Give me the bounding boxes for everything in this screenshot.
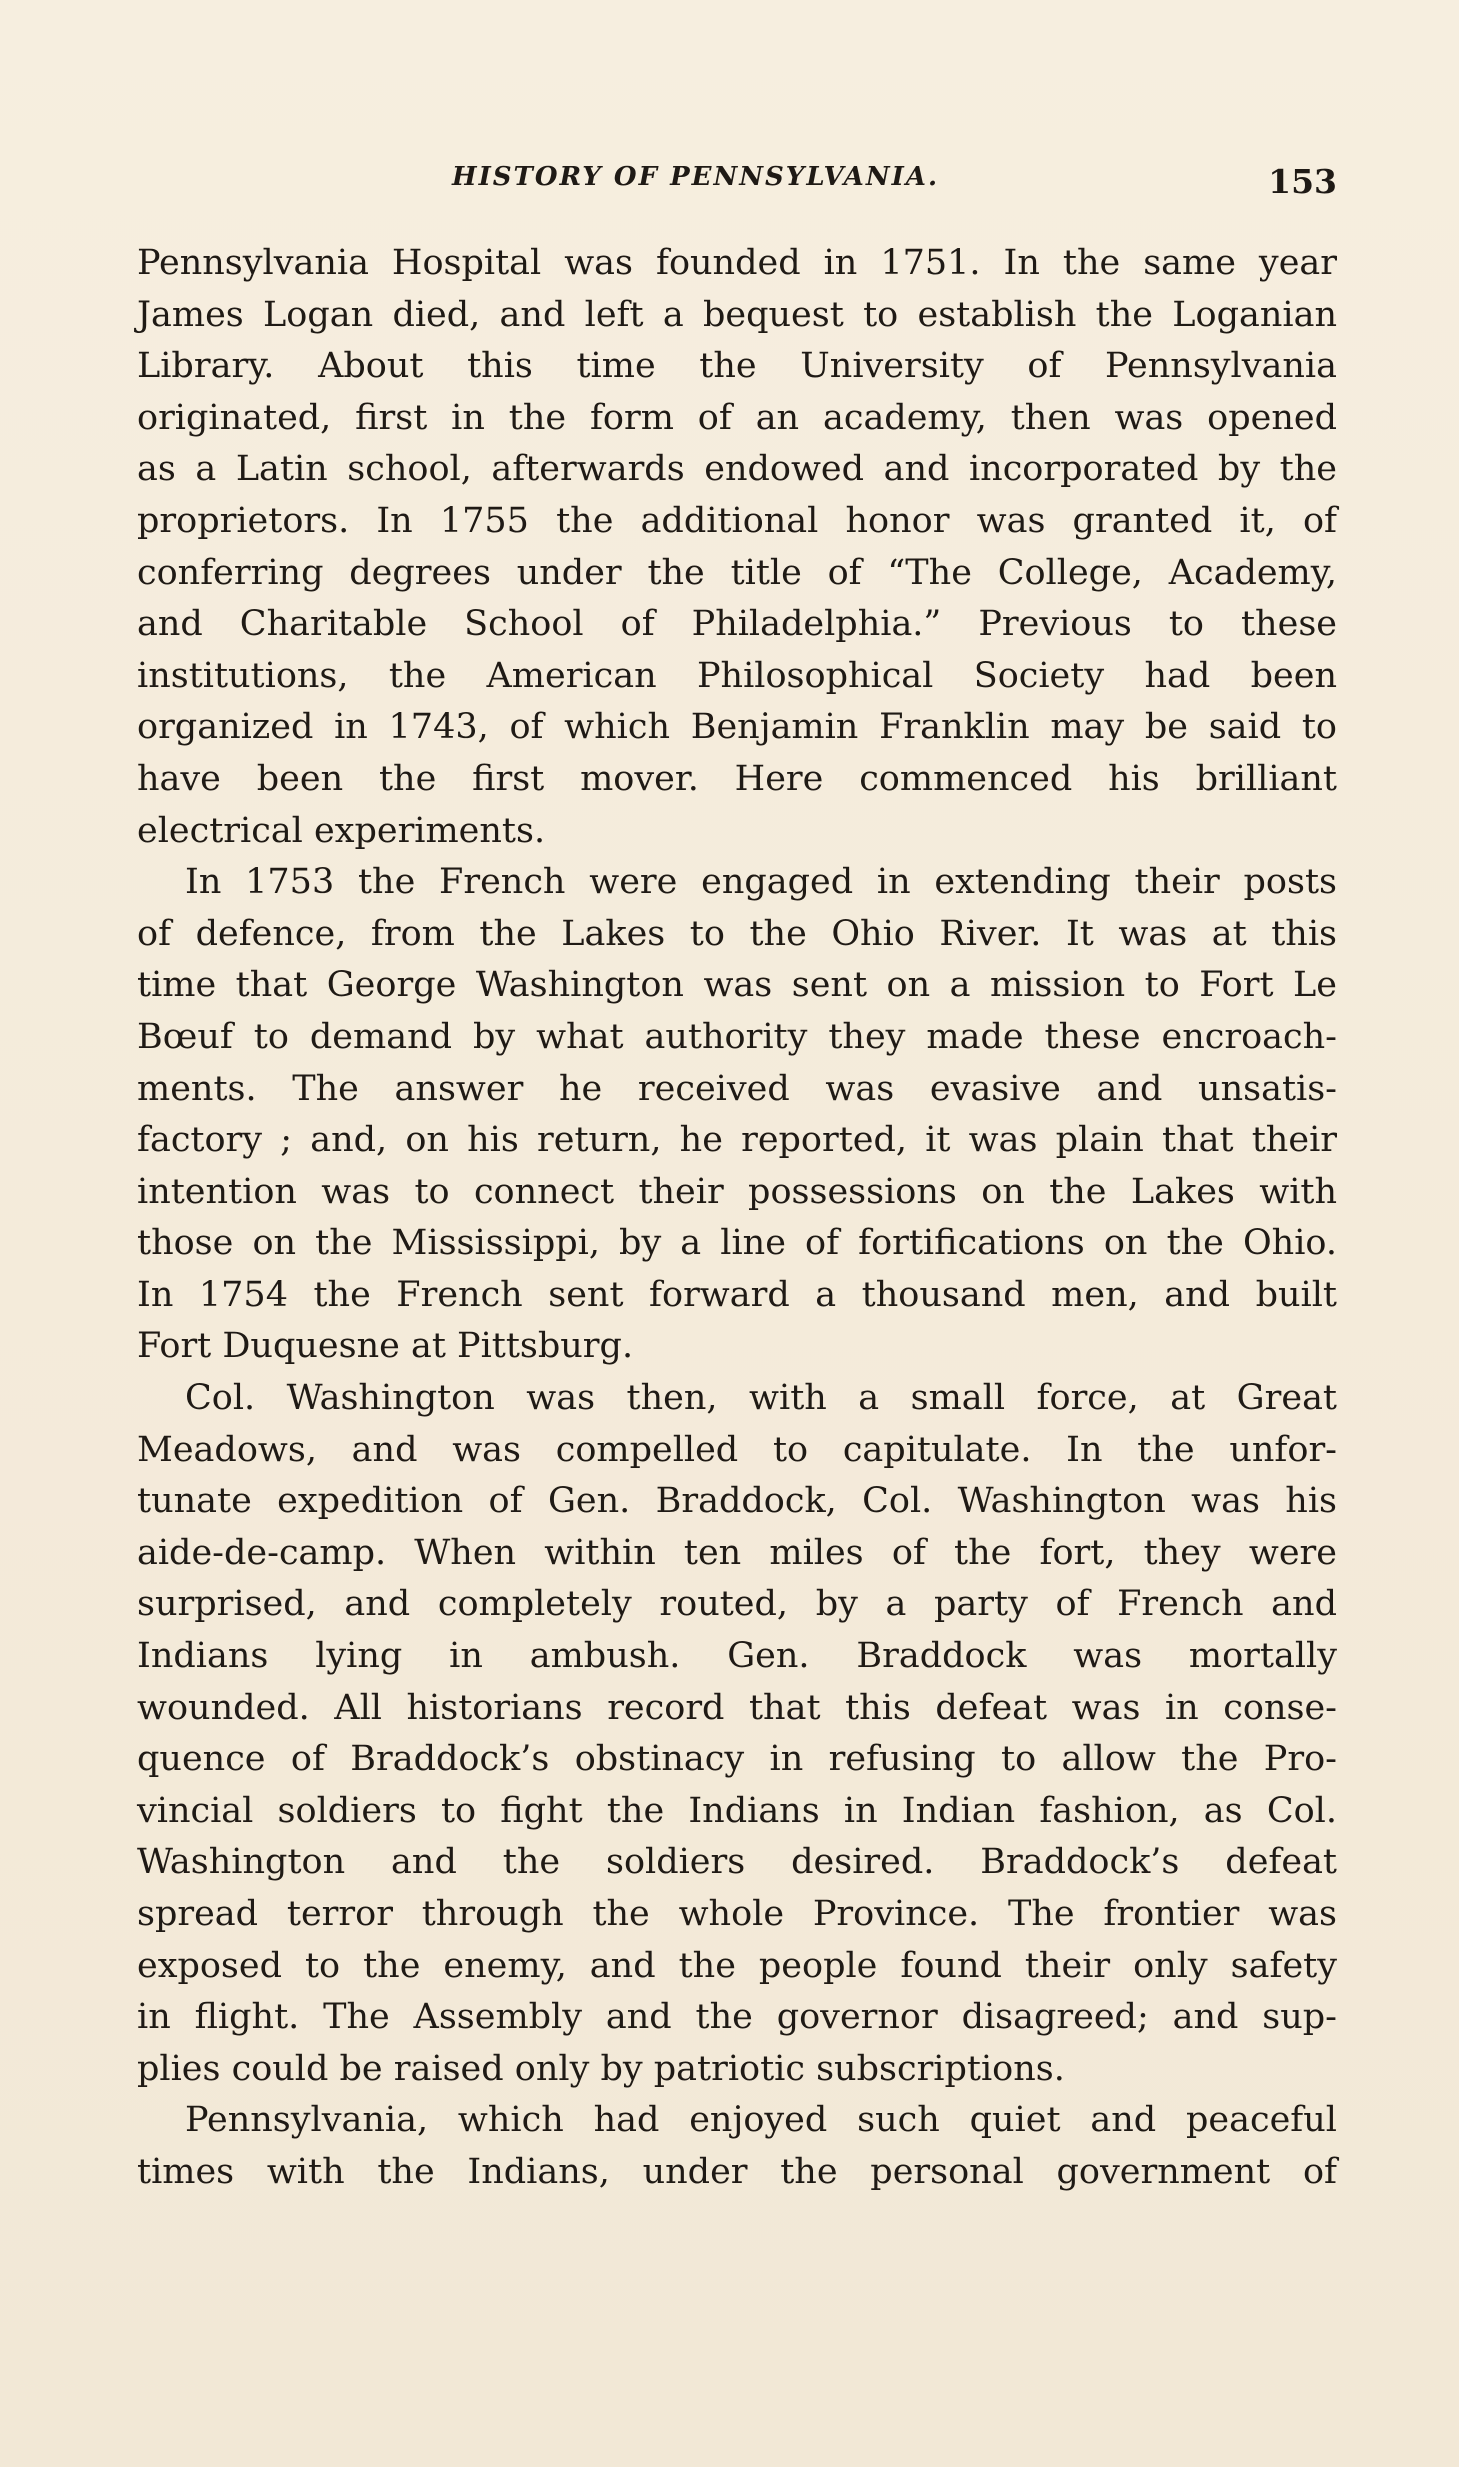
text-line: wounded. All historians record that this defeat was in conse-: [137, 1687, 1337, 1728]
text-line: quence of Braddock’s obstinacy in refusing to allow the Pro-: [137, 1739, 1337, 1780]
text-line: electrical experiments.: [137, 810, 546, 851]
text-line: Library. About this time the University of Pennsylvania: [137, 346, 1337, 387]
text-line: conferring degrees under the title of “The College, Academy,: [137, 552, 1337, 593]
paragraph-2: [137, 857, 1337, 1373]
text-line: ments. The answer he received was evasive and unsatis-: [137, 1068, 1337, 1109]
text-line: Indians lying in ambush. Gen. Braddock was mortally: [137, 1636, 1337, 1677]
text-line: Washington and the soldiers desired. Braddock’s defeat: [137, 1842, 1337, 1883]
text-line: exposed to the enemy, and the people found their only safety: [137, 1945, 1337, 1986]
text-line: originated, first in the form of an academy, then was opened: [137, 397, 1337, 438]
text-line: those on the Mississippi, by a line of fortifications on the Ohio.: [137, 1223, 1337, 1264]
running-title: HISTORY OF PENNSYLVANIA.: [452, 162, 939, 192]
text-line: Col. Washington was then, with a small force, at Great: [185, 1378, 1337, 1419]
text-line: Meadows, and was compelled to capitulate. In the unfor-: [137, 1429, 1337, 1470]
text-line: Pennsylvania Hospital was founded in 1751. In the same year: [137, 243, 1337, 283]
text-line: have been the first mover. Here commenced his brilliant: [137, 758, 1337, 799]
text-line: In 1754 the French sent forward a thousand men, and built: [137, 1274, 1337, 1315]
text-line: Fort Duquesne at Pittsburg.: [137, 1326, 634, 1367]
paragraph-1: [137, 238, 1337, 857]
text-line: spread terror through the whole Province. The frontier was: [137, 1894, 1337, 1934]
page-number: 153: [1268, 162, 1337, 201]
text-line: time that George Washington was sent on a mission to Fort Le: [137, 965, 1337, 1006]
text-line: aide-de-camp. When within ten miles of the fort, they were: [137, 1532, 1337, 1573]
text-line: Bœuf to demand by what authority they made these encroach-: [137, 1016, 1337, 1057]
text-line: of defence, from the Lakes to the Ohio River. It was at this: [137, 913, 1337, 954]
paragraph-4: [137, 2095, 1337, 2198]
body-text: [137, 238, 1337, 2199]
text-line: vincial soldiers to fight the Indians in Indian fashion, as Col.: [137, 1790, 1337, 1831]
text-line: organized in 1743, of which Benjamin Franklin may be said to: [137, 707, 1337, 748]
text-line: plies could be raised only by patriotic subscriptions.: [137, 2048, 1065, 2089]
text-line: times with the Indians, under the personal government of: [137, 2151, 1337, 2192]
text-line: and Charitable School of Philadelphia.” Previous to these: [137, 604, 1337, 645]
text-line: Pennsylvania, which had enjoyed such quiet and peaceful: [185, 2100, 1337, 2141]
text-line: as a Latin school, afterwards endowed and incorporated by the: [137, 449, 1337, 490]
page-header: [137, 162, 1337, 210]
paragraph-3: [137, 1373, 1337, 2095]
text-line: factory ; and, on his return, he reported, it was plain that their: [137, 1120, 1337, 1161]
text-line: institutions, the American Philosophical Society had been: [137, 655, 1337, 696]
text-line: in flight. The Assembly and the governor disagreed; and sup-: [137, 1997, 1337, 2038]
text-line: tunate expedition of Gen. Braddock, Col. Washington was his: [137, 1481, 1337, 1522]
text-line: proprietors. In 1755 the additional honor was granted it, of: [137, 500, 1337, 541]
text-line: In 1753 the French were engaged in extending their posts: [185, 862, 1337, 903]
text-line: James Logan died, and left a bequest to establish the Loganian: [137, 294, 1337, 335]
text-line: intention was to connect their possessions on the Lakes with: [137, 1171, 1337, 1212]
text-line: surprised, and completely routed, by a party of French and: [137, 1584, 1337, 1625]
